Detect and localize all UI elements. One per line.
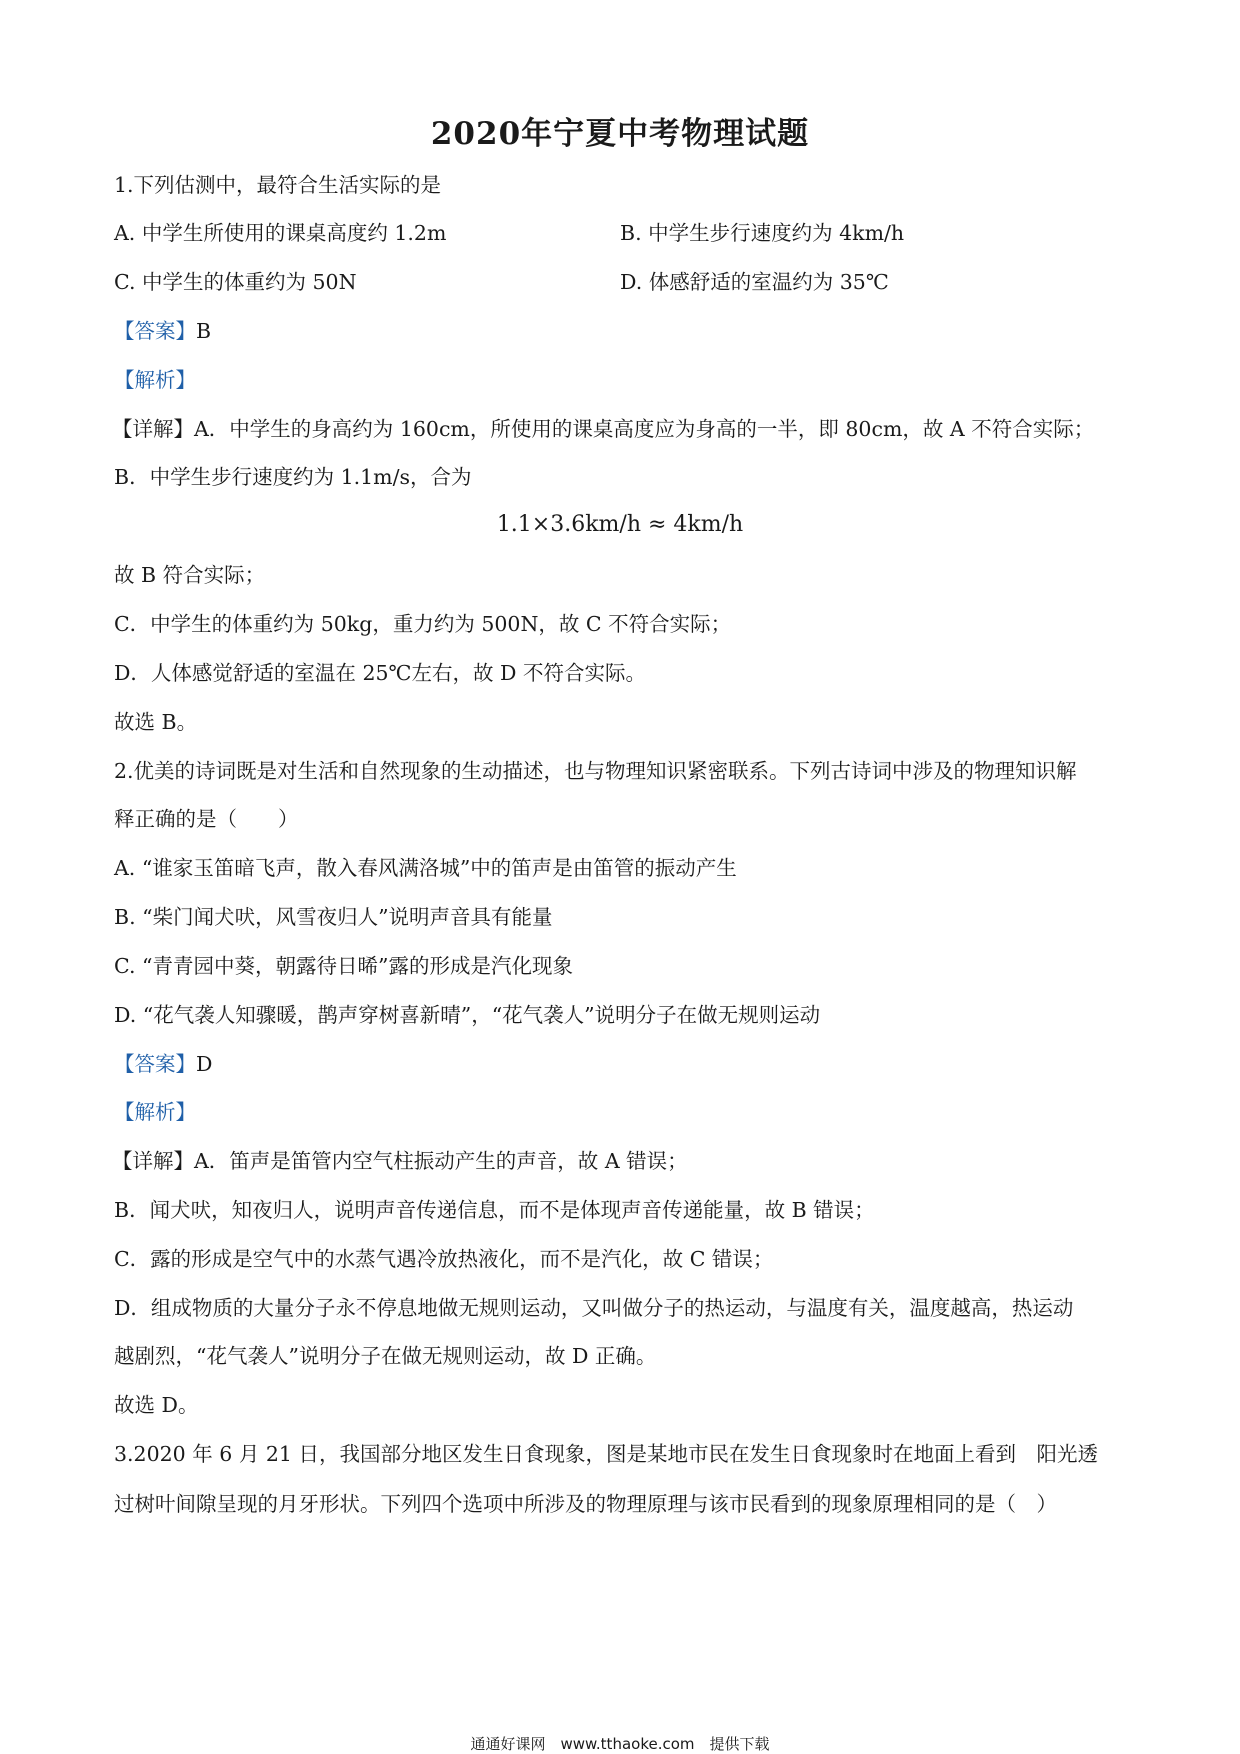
page-footer: 通通好课网 www.tthaoke.com 提供下载 [470, 1735, 770, 1753]
q2-option-b: B. “柴门闻犬吠，风雪夜归人”说明声音具有能量 [114, 905, 553, 929]
q2-analysis-tag: 【解析】 [114, 1100, 196, 1124]
q1-detail-a: 【详解】A．中学生的身高约为 160cm，所使用的课桌高度应为身高的一半，即 80cm，故 A 不符合实际； [112, 417, 1095, 441]
q2-detail-c: C．露的形成是空气中的水蒸气遇冷放热液化，而不是汽化，故 C 错误； [114, 1247, 774, 1271]
q2-conclusion: 故选 D。 [114, 1393, 199, 1417]
q3-stem-line2: 过树叶间隙呈现的月牙形状。下列四个选项中所涉及的物理原理与该市民看到的现象原理相同的是（ ） [114, 1492, 1057, 1516]
detail-tag: 【详解】 [112, 1149, 194, 1173]
page-title: 2020年宁夏中考物理试题 [430, 116, 810, 152]
q1-detail-b: B．中学生步行速度约为 1.1m/s，合为 [114, 465, 472, 489]
q2-option-a: A. “谁家玉笛暗飞声，散入春风满洛城”中的笛声是由笛管的振动产生 [114, 856, 737, 880]
q1-analysis-tag: 【解析】 [114, 368, 196, 392]
q1-option-d: D. 体感舒适的室温约为 35℃ [620, 270, 889, 294]
q1-answer [114, 318, 211, 344]
q1-conclusion: 故选 B。 [114, 710, 198, 734]
q2-answer-value: D [196, 1052, 213, 1076]
q2-stem-line1: 2.优美的诗词既是对生活和自然现象的生动描述，也与物理知识紧密联系。下列古诗词中涉及的物理知识解 [114, 759, 1077, 783]
q1-answer-value: B [196, 319, 212, 343]
q1-option-b: B. 中学生步行速度约为 4km/h [620, 221, 905, 245]
q1-formula: 1.1×3.6km/h ≈ 4km/h [496, 512, 744, 537]
answer-tag: 【答案】 [114, 1052, 196, 1076]
q1-option-a: A. 中学生所使用的课桌高度约 1.2m [114, 221, 447, 245]
detail-tag: 【详解】 [112, 417, 194, 441]
q2-option-d: D. “花气袭人知骤暖，鹊声穿树喜新晴”，“花气袭人”说明分子在做无规则运动 [114, 1003, 821, 1027]
q1-detail-d: D．人体感觉舒适的室温在 25℃左右，故 D 不符合实际。 [114, 661, 646, 685]
q1-stem: 1.下列估测中，最符合生活实际的是 [114, 173, 442, 197]
q2-stem-line2: 释正确的是（ ） [114, 807, 299, 831]
q2-detail-a: 【详解】A．笛声是笛管内空气柱振动产生的声音，故 A 错误； [112, 1149, 688, 1173]
q2-detail-d-line2: 越剧烈，“花气袭人”说明分子在做无规则运动，故 D 正确。 [114, 1344, 657, 1368]
q2-option-c: C. “青青园中葵，朝露待日晞”露的形成是汽化现象 [114, 954, 573, 978]
q2-detail-d-line1: D．组成物质的大量分子永不停息地做无规则运动，又叫做分子的热运动，与温度有关，温度越高，热运动 [114, 1296, 1074, 1320]
answer-tag: 【答案】 [114, 319, 196, 343]
q1-detail-c: C．中学生的体重约为 50kg，重力约为 500N，故 C 不符合实际； [114, 612, 732, 636]
q1-option-c: C. 中学生的体重约为 50N [114, 270, 357, 294]
q2-detail-b: B．闻犬吠，知夜归人，说明声音传递信息，而不是体现声音传递能量，故 B 错误； [114, 1198, 875, 1222]
q1-detail-b2: 故 B 符合实际； [114, 563, 266, 587]
q2-answer [114, 1051, 212, 1077]
q3-stem-line1: 3.2020 年 6 月 21 日，我国部分地区发生日食现象，图是某地市民在发生日食现象时在地面上看到 阳光透 [114, 1442, 1098, 1466]
